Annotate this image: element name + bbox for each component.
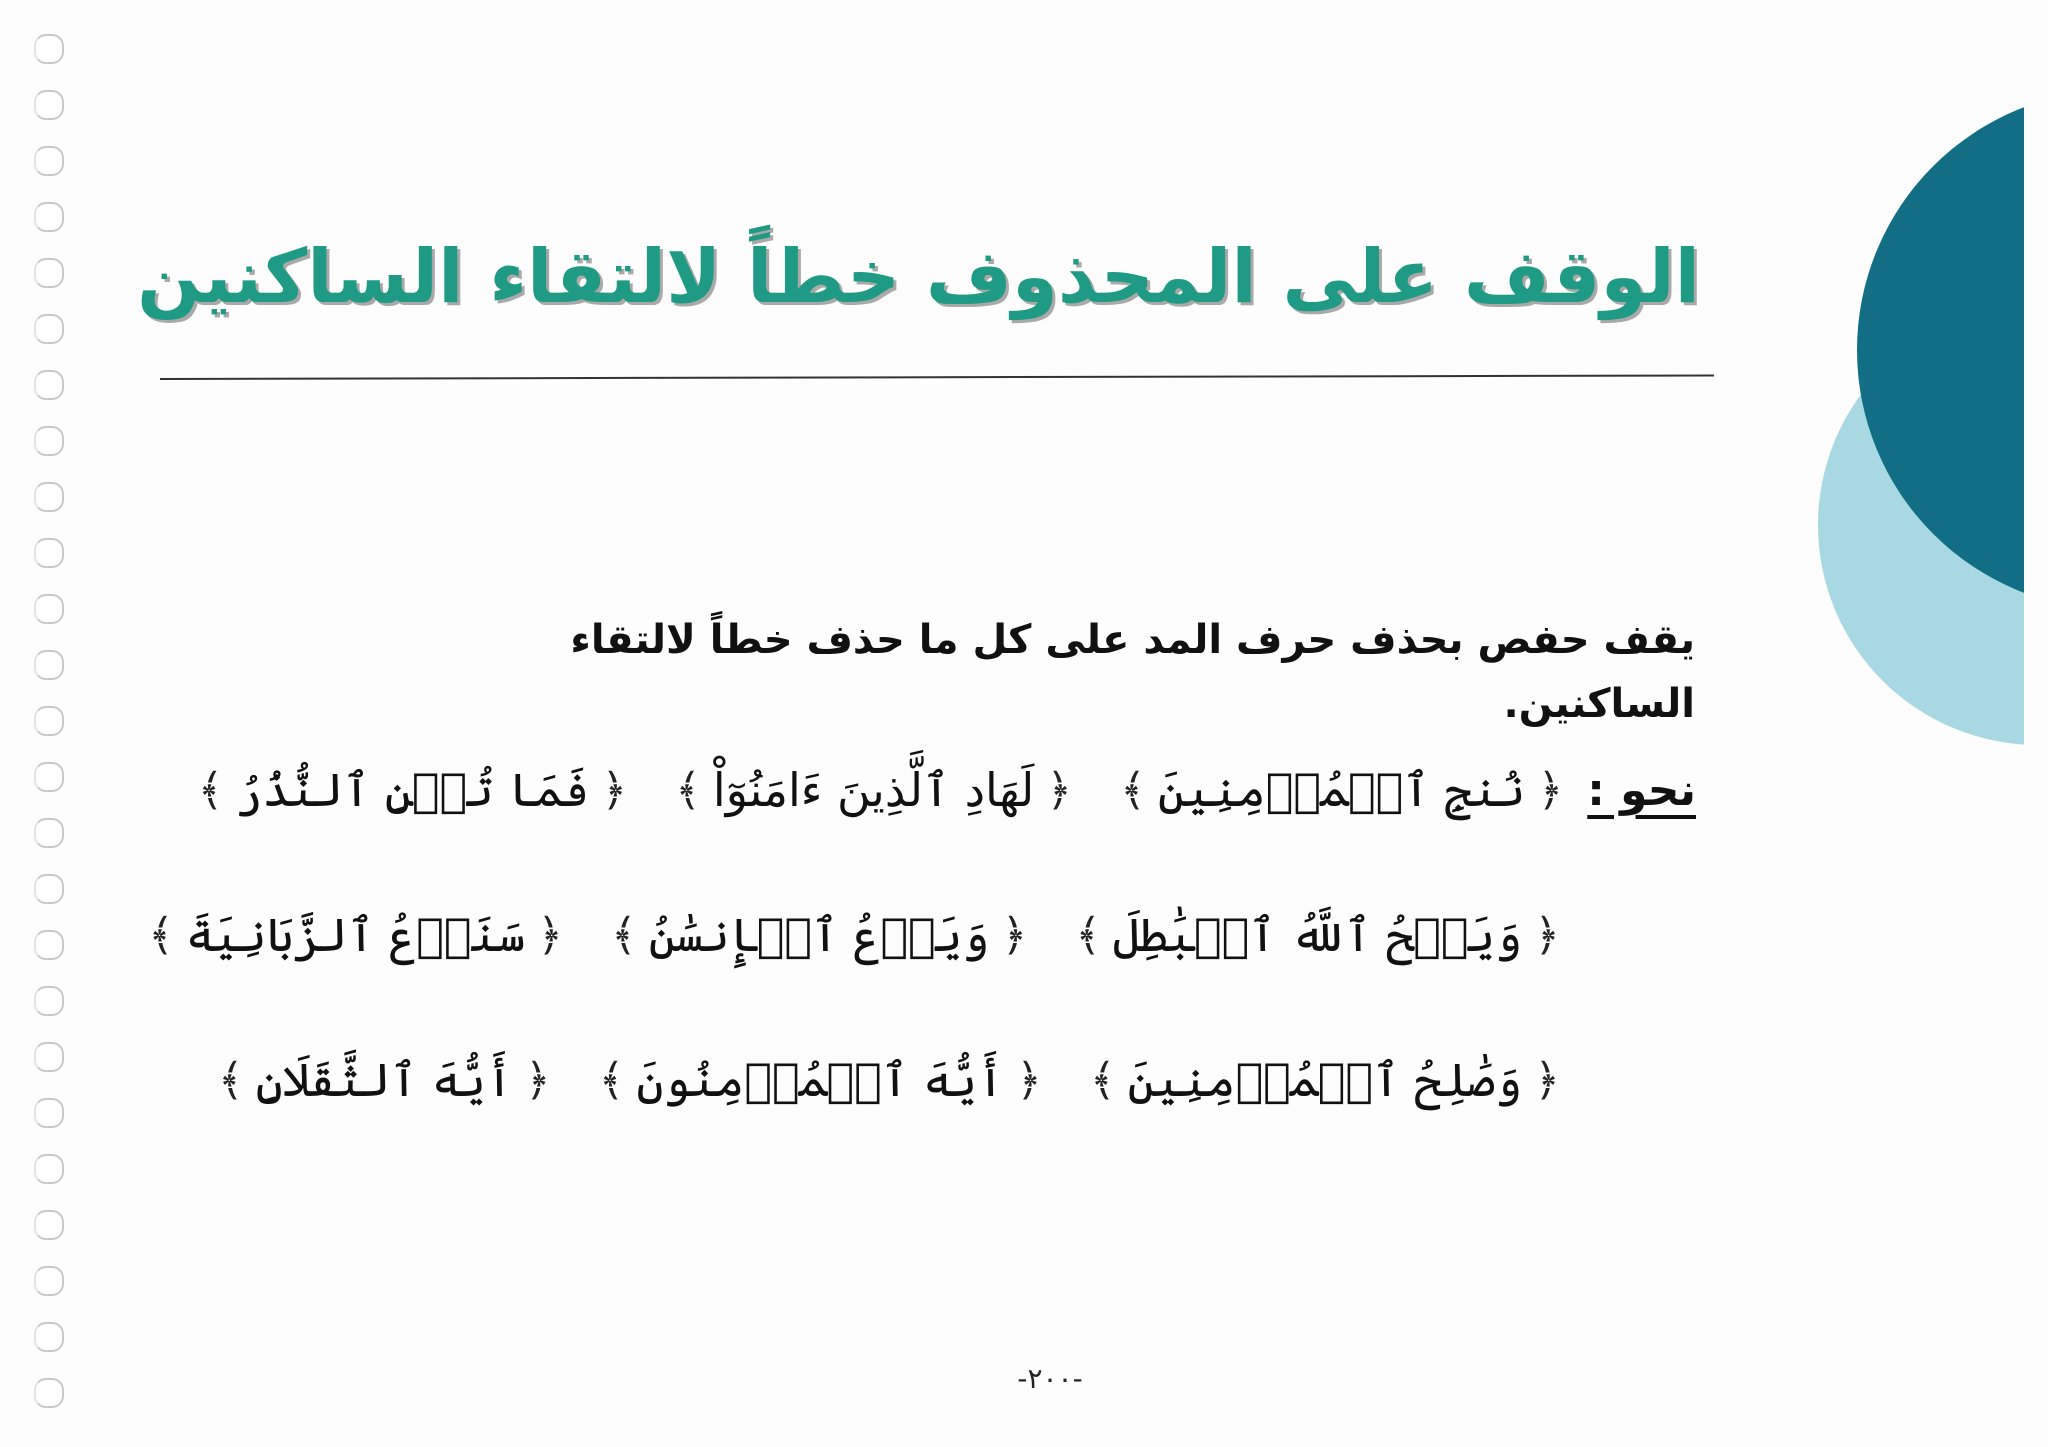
binding-hole bbox=[34, 34, 64, 64]
binding-hole bbox=[34, 426, 64, 456]
binding-hole bbox=[34, 1378, 64, 1408]
ornament-open-icon: ﴿ bbox=[601, 764, 628, 816]
ornament-close-icon: ﴾ bbox=[197, 764, 224, 816]
ornament-open-icon: ﴿ bbox=[1001, 909, 1028, 961]
verse-item bbox=[212, 1053, 557, 1107]
verse-item bbox=[1069, 908, 1566, 962]
ornament-open-icon: ﴿ bbox=[537, 909, 563, 961]
binding-hole bbox=[34, 1322, 64, 1352]
ornament-close-icon: ﴾ bbox=[611, 909, 637, 961]
binding-hole bbox=[34, 90, 64, 120]
binding-hole bbox=[34, 986, 64, 1016]
spiral-binding bbox=[34, 34, 70, 1434]
verse-text: نُنجِ ٱلۡمُؤۡمِنِينَ bbox=[1157, 763, 1526, 817]
title-divider bbox=[160, 374, 1714, 380]
binding-hole bbox=[34, 1098, 64, 1128]
verse-text: سَنَدۡعُ ٱلزَّبَانِيَةَ bbox=[185, 908, 526, 962]
verse-item bbox=[192, 763, 634, 817]
verse-text: وَصَٰلِحُ ٱلۡمُؤۡمِنِينَ bbox=[1127, 1053, 1523, 1107]
binding-hole bbox=[34, 1042, 64, 1072]
intro-line-2: الساكنين. bbox=[1503, 681, 1695, 727]
ornament-close-icon: ﴾ bbox=[1089, 1054, 1116, 1106]
intro-paragraph bbox=[340, 608, 1695, 736]
verse-item bbox=[142, 908, 569, 962]
intro-line-1: يقف حفص بحذف حرف المد على كل ما حذف خطاً لالتقاء bbox=[570, 617, 1695, 663]
binding-hole bbox=[34, 1210, 64, 1240]
ornament-open-icon: ﴿ bbox=[1534, 909, 1560, 961]
ornament-open-icon: ﴿ bbox=[1537, 764, 1564, 816]
binding-hole bbox=[34, 650, 64, 680]
verse-text: أَيُّهَ ٱلۡمُؤۡمِنُونَ bbox=[636, 1053, 1005, 1107]
examples-row-2 bbox=[106, 885, 1566, 985]
page-edge bbox=[2024, 0, 2048, 1447]
binding-hole bbox=[34, 538, 64, 568]
ornament-close-icon: ﴾ bbox=[1120, 764, 1146, 816]
binding-hole bbox=[34, 762, 64, 792]
binding-hole bbox=[34, 930, 64, 960]
verse-item bbox=[1084, 1053, 1566, 1107]
verse-item bbox=[669, 763, 1078, 817]
binding-hole bbox=[34, 818, 64, 848]
ornament-close-icon: ﴾ bbox=[1075, 909, 1102, 961]
binding-hole bbox=[34, 314, 64, 344]
verse-item bbox=[605, 908, 1033, 962]
verse-text: فَمَا تُغۡنِ ٱلنُّذُرُ bbox=[235, 763, 590, 817]
binding-hole bbox=[34, 370, 64, 400]
verse-text: لَهَادِ ٱلَّذِينَ ءَامَنُوٓاْ bbox=[712, 763, 1035, 817]
example-label: نحو : bbox=[1587, 764, 1696, 816]
binding-hole bbox=[34, 482, 64, 512]
ornament-close-icon: ﴾ bbox=[675, 764, 701, 816]
verse-text: وَيَمۡحُ ٱللَّهُ ٱلۡبَٰطِلَ bbox=[1113, 908, 1523, 962]
ornament-open-icon: ﴿ bbox=[1046, 764, 1073, 816]
verse-item bbox=[593, 1053, 1048, 1107]
ornament-open-icon: ﴿ bbox=[524, 1054, 551, 1106]
binding-hole bbox=[34, 202, 64, 232]
ornament-close-icon: ﴾ bbox=[148, 909, 174, 961]
binding-hole bbox=[34, 706, 64, 736]
examples-row-1 bbox=[156, 740, 1696, 840]
binding-hole bbox=[34, 1266, 64, 1296]
binding-hole bbox=[34, 594, 64, 624]
binding-hole bbox=[34, 874, 64, 904]
verse-item bbox=[1114, 763, 1569, 817]
ornament-open-icon: ﴿ bbox=[1534, 1054, 1560, 1106]
page-number: -٢٠٠- bbox=[1017, 1362, 1083, 1395]
ornament-close-icon: ﴾ bbox=[217, 1054, 244, 1106]
verse-text: وَيَدۡعُ ٱلۡإِنسَٰنُ bbox=[648, 908, 990, 962]
binding-hole bbox=[34, 1154, 64, 1184]
binding-hole bbox=[34, 258, 64, 288]
page-title: الوقف على المحذوف خطاً لالتقاء الساكنين bbox=[137, 234, 1700, 320]
ornament-close-icon: ﴾ bbox=[598, 1054, 625, 1106]
binding-hole bbox=[34, 146, 64, 176]
verse-text: أَيُّهَ ٱلثَّقَلَانِ bbox=[255, 1053, 513, 1107]
examples-row-3 bbox=[176, 1030, 1566, 1130]
ornament-open-icon: ﴿ bbox=[1016, 1054, 1042, 1106]
